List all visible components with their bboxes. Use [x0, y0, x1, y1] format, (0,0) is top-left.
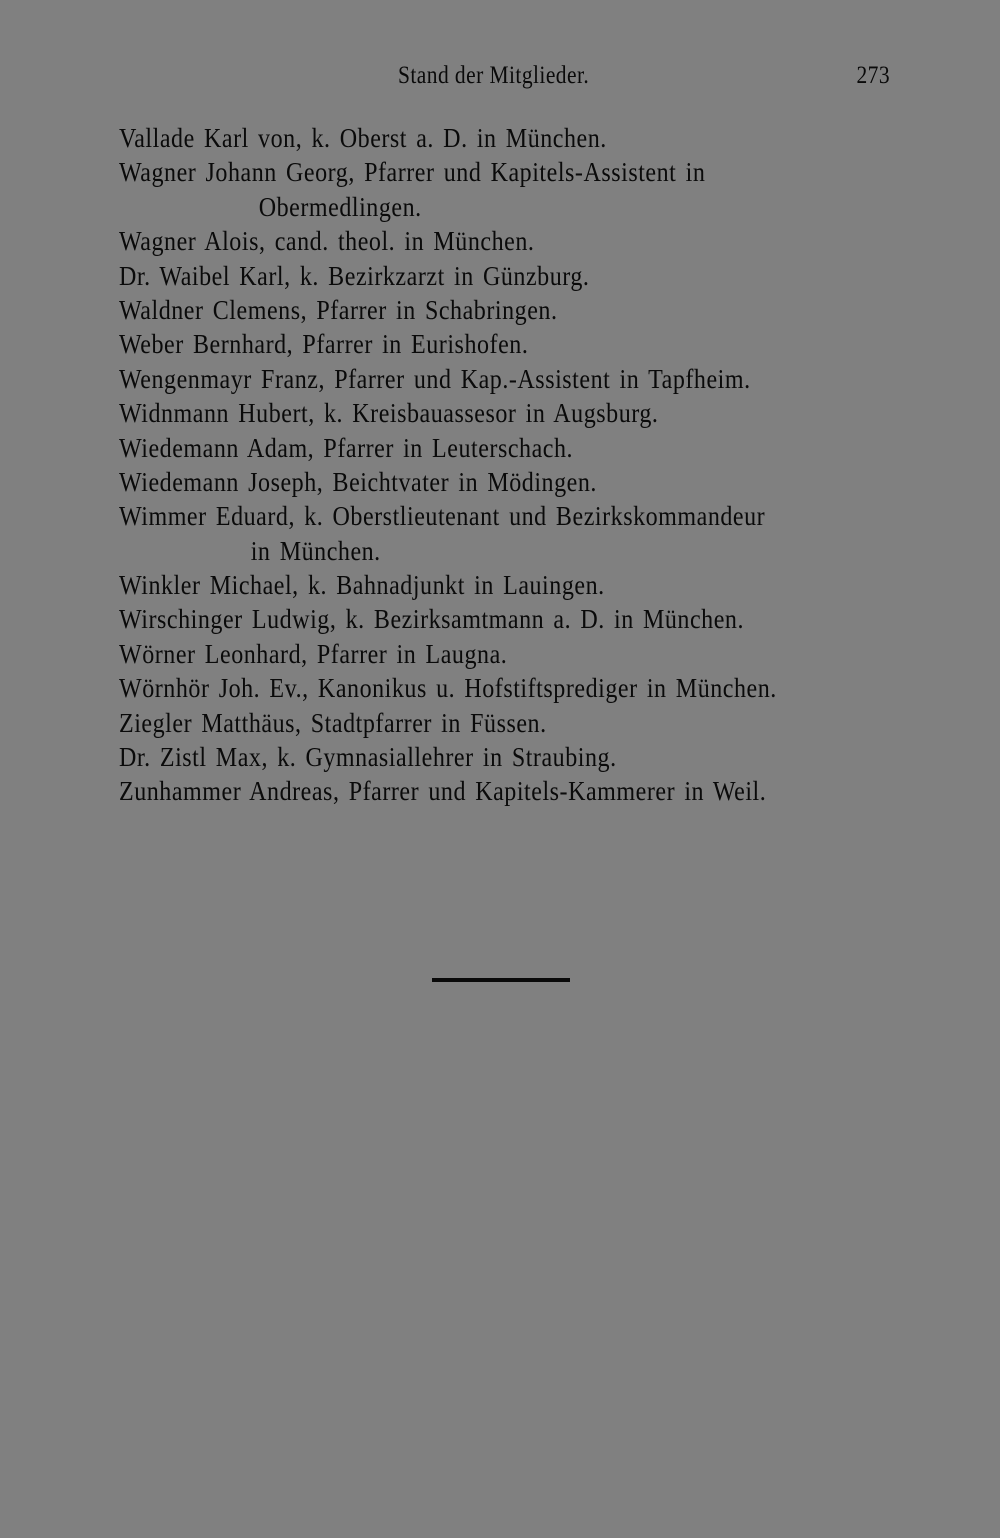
- member-entry: Wiedemann Adam, Pfarrer in Leuterschach.: [119, 432, 574, 463]
- member-entry-continuation: Obermedlingen.: [258, 191, 422, 222]
- member-entry: Waldner Clemens, Pfarrer in Schabringen.: [119, 294, 558, 325]
- running-title: Stand der Mitglieder.: [398, 62, 590, 89]
- member-list: [119, 121, 899, 809]
- member-entry: Wengenmayr Franz, Pfarrer und Kap.-Assistent in Tapfheim.: [119, 363, 751, 394]
- member-entry: Wirschinger Ludwig, k. Bezirksamtmann a. D. in München.: [119, 604, 745, 635]
- running-header: [120, 62, 890, 96]
- member-entry: Weber Bernhard, Pfarrer in Eurishofen.: [119, 329, 529, 360]
- member-entry-continuation: in München.: [250, 535, 381, 566]
- member-entry: Ziegler Matthäus, Stadtpfarrer in Füssen.: [119, 707, 547, 738]
- member-entry: Dr. Waibel Karl, k. Bezirkzarzt in Günzburg.: [119, 260, 590, 291]
- member-entry: Wiedemann Joseph, Beichtvater in Mödingen.: [119, 466, 597, 497]
- member-entry: Wörner Leonhard, Pfarrer in Laugna.: [119, 638, 508, 669]
- member-entry: Wimmer Eduard, k. Oberstlieutenant und Bezirkskommandeur: [119, 501, 766, 532]
- member-entry: Vallade Karl von, k. Oberst a. D. in München.: [119, 123, 607, 153]
- member-entry: Winkler Michael, k. Bahnadjunkt in Lauingen.: [119, 570, 605, 601]
- page-number: 273: [856, 62, 890, 89]
- member-entry: Widnmann Hubert, k. Kreisbauassesor in Augsburg.: [119, 398, 659, 429]
- member-entry: Wagner Alois, cand. theol. in München.: [119, 226, 535, 257]
- end-rule-divider: [432, 978, 570, 982]
- member-entry: Wörnhör Joh. Ev., Kanonikus u. Hofstiftsprediger in München.: [119, 673, 777, 704]
- member-entry: Wagner Johann Georg, Pfarrer und Kapitels-Assistent in: [119, 157, 706, 188]
- member-entry: Zunhammer Andreas, Pfarrer und Kapitels-Kammerer in Weil.: [119, 776, 767, 807]
- member-entry: Dr. Zistl Max, k. Gymnasiallehrer in Straubing.: [119, 742, 617, 773]
